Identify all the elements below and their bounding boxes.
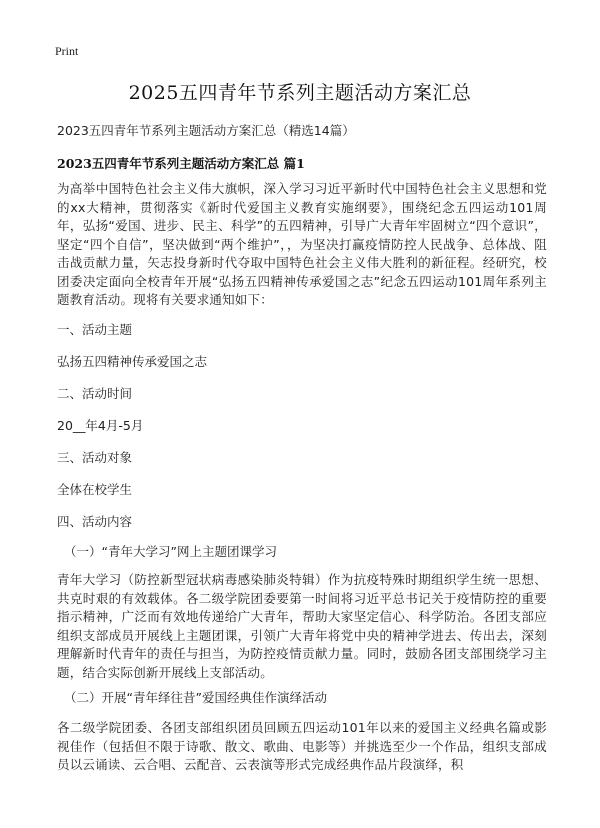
- activity-audience-text: 全体在校学生: [57, 482, 133, 497]
- document-subtitle: 2023五四青年节系列主题活动方案汇总（精选14篇）: [57, 123, 355, 138]
- print-link[interactable]: Print: [55, 44, 79, 58]
- intro-paragraph: 为高举中国特色社会主义伟大旗帜，深入学习习近平新时代中国特色社会主义思想和党的xx大精神，贯彻落实《新时代爱国主义教育实施纲要》，围绕纪念五四运动101周年，弘扬“爱国、进步、民主、科学”的五四精神，引导广大青年牢固树立“四个意识”，坚定“四个自信”，坚决做到“两个维护”，，为坚决打赢疫情防控人民战争、总体战、阻击战贡献力量，矢志投身新时代夺取中国特色社会主义伟大胜利的新征程。经研究，校团委决定面向全校青年开展“弘扬五四精神传承爱国之志”纪念五四运动101周年系列主题教育活动。现将有关要求通知如下：: [57, 181, 547, 307]
- item2-paragraph: 各二级学院团委、各团支部组织团员回顾五四运动101年以来的爱国主义经典名篇或影视佳作（包括但不限于诗歌、散文、歌曲、电影等）并挑选至少一个作品，组织支部成员以云诵读、云合唱、云配音、云表演等形式完成经典作品片段演绎，积: [57, 720, 547, 772]
- item2-title: （二）开展“青年绎往昔”爱国经典佳作演绎活动: [64, 690, 327, 705]
- item1-paragraph: 青年大学习（防控新型冠状病毒感染肺炎特辑）作为抗疫特殊时期组织学生统一思想、共克时艰的有效载体。各二级学院团委要第一时间将习近平总书记关于疫情防控的重要指示精神，广泛而有效地传递给广大青年，帮助大家坚定信心、科学防治。各团支部应组织支部成员开展线上主题团课，引领广大青年将党中央的精神学进去、传出去，深刻理解新时代青年的责任与担当，为防控疫情贡献力量。同时，鼓励各团支部围绕学习主题，结合实际创新开展线上支部活动。: [57, 572, 547, 680]
- section-heading: 2023五四青年节系列主题活动方案汇总 篇1: [57, 156, 305, 171]
- heading-activity-audience: 三、活动对象: [57, 450, 133, 465]
- activity-theme-text: 弘扬五四精神传承爱国之志: [57, 354, 208, 369]
- item1-title: （一）“青年大学习”网上主题团课学习: [64, 544, 277, 559]
- page-title: 2025五四青年节系列主题活动方案汇总: [128, 82, 472, 104]
- heading-activity-theme: 一、活动主题: [57, 322, 133, 337]
- activity-time-text: 20__年4月-5月: [57, 418, 144, 433]
- heading-activity-content: 四、活动内容: [57, 514, 133, 529]
- heading-activity-time: 二、活动时间: [57, 386, 133, 401]
